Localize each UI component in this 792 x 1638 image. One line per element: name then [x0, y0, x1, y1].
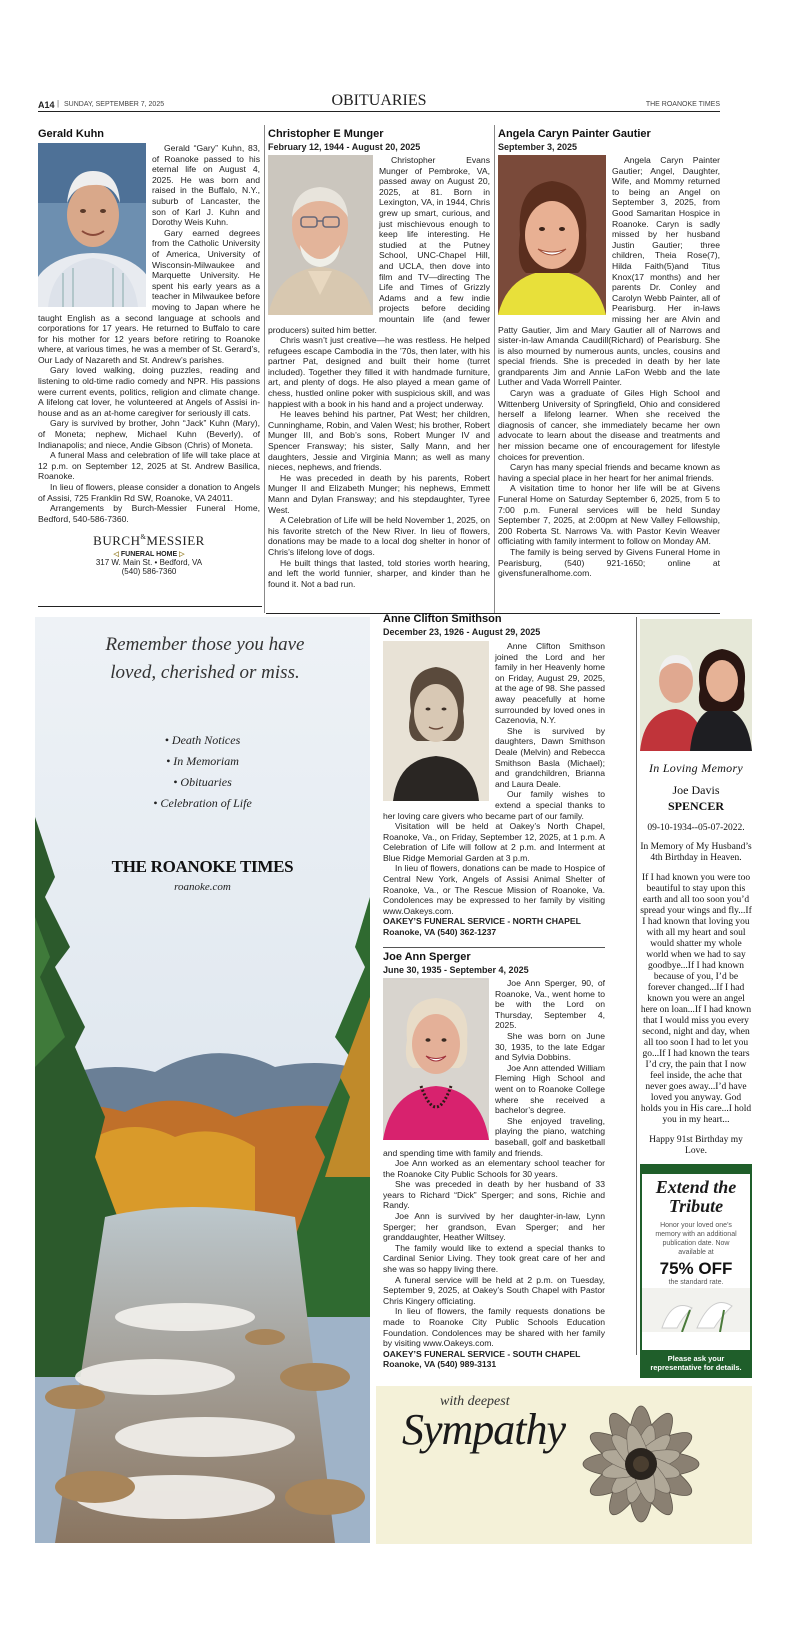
tribute-title: Extend the Tribute — [655, 1177, 737, 1216]
funeral-home-phone: Roanoke, VA (540) 362-1237 — [383, 927, 497, 938]
obit-paragraph: Anne Clifton Smithson joined the Lord and her family in her Heavenly home on Friday, August 29, 2025, at the age of 98. She passed away peacefully at home surrounded by loved ones in Cazenovia, N.Y. — [495, 641, 605, 726]
ad-top-band — [642, 1166, 750, 1174]
tribute-offer: 75% OFF — [659, 1259, 733, 1278]
funeral-home-name: OAKEY’S FUNERAL SERVICE - NORTH CHAPEL — [383, 916, 581, 927]
ad-service-item: • In Memoriam — [166, 754, 239, 768]
ad-service-item: • Celebration of Life — [153, 796, 252, 810]
obituary-dates: December 23, 1926 - August 29, 2025 — [383, 627, 541, 637]
obit-paragraph: Arrangements by Burch-Messier Funeral Home, Bedford, 540-586-7360. — [38, 503, 260, 524]
obit-paragraph: Gary loved walking, doing puzzles, reading and listening to old-time radio comedy and NPR. His passions were current events, politics, religion and climate change. A lifelong cat lover, he volunteered at Angels of Assisi in-house and as an at-home caregiver for seriously ill cats. — [38, 365, 260, 418]
logo-funeral-home: FUNERAL HOME — [120, 551, 178, 559]
logo-flourish-right: ▷ — [179, 551, 185, 559]
ad-service-list — [35, 730, 370, 814]
logo-flourish-left: ◁ — [113, 551, 119, 559]
obit-paragraph: She was born on June 30, 1935, to the late Edgar and Sylvia Dobbins. — [495, 1030, 605, 1063]
memoriam-dates: 09-10-1934--05-07-2022. — [647, 823, 745, 833]
tribute-body: Honor your loved one’s memory with an additional publication date. Now available at — [655, 1222, 737, 1256]
column-divider — [264, 125, 265, 613]
header-rule — [38, 111, 720, 112]
portrait-photo — [498, 155, 606, 315]
memoriam-last-name: SPENCER — [667, 799, 724, 813]
memoriam-spencer — [640, 619, 752, 1176]
logo-phone: (540) 586-7360 — [121, 567, 177, 577]
obituary-christopher-munger — [268, 128, 490, 589]
obit-paragraph: The family would like to extend a special thanks to Cardinal Senior Living. They took great care of her and she was so happy living there. — [383, 1242, 605, 1275]
obit-paragraph: Gary is survived by brother, John “Jack” Kuhn (Mary), of Moneta; nephew, Michael Kuhn (Beverly), of Indianapolis; and niece, Andie Gibson (Chris) of Moneta. — [38, 418, 260, 450]
lily-flowers-image — [642, 1288, 750, 1332]
page-number: A14 — [38, 100, 55, 110]
logo-ampersand: & — [140, 533, 147, 542]
obit-paragraph: Gerald “Gary” Kuhn, 83, of Roanoke passed to his eternal life on August 4, 2025. He was born and raised in the Buffalo, N.Y., suburb of Lancaster, the son of Karl J. Kuhn and Dorothy Weis Kuhn. — [152, 143, 260, 228]
obituary-anne-smithson — [383, 613, 605, 938]
obit-paragraph: Joe Ann attended William Fleming High School and went on to Roanoke College where she received a bachelor’s degree. — [495, 1062, 605, 1116]
ad-url: roanoke.com — [174, 881, 231, 893]
obituary-name: Christopher E Munger — [268, 128, 384, 140]
obit-paragraph: She is survived by daughters, Dawn Smithson Deale (Melvin) and Rebecca Smithson Basla (Michael); and grandchildren, Brianna and Laura Deale. — [495, 725, 605, 789]
obit-paragraph: A funeral Mass and celebration of life will take place at 12 p.m. on September 12, 2025 at St. Andrew Basilica, Roanoke. — [38, 450, 260, 482]
memoriam-first-name: Joe Davis — [672, 783, 720, 797]
obituary-dates: June 30, 1935 - September 4, 2025 — [383, 965, 529, 975]
column-divider — [494, 125, 495, 613]
remember-ad — [35, 617, 370, 1543]
ad-brand: THE ROANOKE TIMES — [111, 857, 294, 876]
obituary-joe-ann-sperger — [383, 951, 605, 1370]
obituary-name: Anne Clifton Smithson — [383, 613, 502, 625]
obit-paragraph: A visitation time to honor her life will be at Givens Funeral Home on Saturday September 6, 2025, from 5 to 7:00 p.m. Funeral services will be held Sunday September 7, 2025, at 2:00pm at New Valley Fellowship, 200 Roberta St. Narrows Va. with Pastor Kevin Weaver officiating with family interment to follow on Monday AM. — [498, 483, 720, 547]
section-rule — [38, 606, 262, 607]
sympathy-big: Sympathy — [402, 1405, 566, 1454]
obit-paragraph: Caryn was a graduate of Giles High School and Wittenberg University of Springfield, Ohio and considered herself a lifelong learner. When she received the diagnosis of cancer, she immediately became her own advocate to learn about the disease and treatments and her mission became one of encouragement for lifestyle choices for prevention. — [498, 388, 720, 462]
page-header — [38, 92, 720, 110]
obituary-name: Gerald Kuhn — [38, 128, 105, 140]
couple-photo — [640, 619, 752, 751]
obit-paragraph: Chris wasn’t just creative—he was restless. He helped refugees escape Cambodia in the ’70s, then later, with his partner Pat, designed and built their home (turret included). Together they filled it with handmade furniture, art, and plenty of dogs. He also played a mean game of chess, hustled online poker with suspicious skill, and was happiest with a book in his hand and a project underway. — [268, 335, 490, 409]
obit-paragraph: Angela Caryn Painter Gautier; Angel, Daughter, Wife, and Mommy returned to being an Angel on September 3, 2025, from Good Samaritan Hospice in Roanoke. Caryn is sadly missed by her husband Justin Gautier; three children, Theia Rose(7), Hilda Faith(5)and Titus Knox(17 months) and her parents Dr. Conley and Carolyn Webb Painter, all of Pearisburg. Her in-laws missing her are Alvin and Patty Gautier, Jim and Mary Gautier all of Narrows and sister-in-law Amanda Caudill(Richard) of Pearisburg. She is also mourned by numerous aunts, uncles, cousins and special friends. She is preceded in death by her late grandparents Jim and Annie LaFon Webb and the late Luther and Vada Worrell Painter. — [498, 155, 720, 388]
obituary-dates: February 12, 1944 - August 20, 2025 — [268, 142, 421, 152]
funeral-home-name: OAKEY’S FUNERAL SERVICE - SOUTH CHAPEL — [383, 1348, 581, 1359]
funeral-home-phone: Roanoke, VA (540) 989-3131 — [383, 1359, 497, 1370]
logo-address: 317 W. Main St. • Bedford, VA — [95, 558, 203, 568]
obit-paragraph: He was preceded in death by his parents, Robert Munger II and Elizabeth Munger; his nephews, Emmett Mann and Dylan Fransway; and his stepdaughter, Tyree West. — [268, 472, 490, 515]
obit-paragraph: Christopher Evans Munger of Pembroke, VA, passed away on August 20, 2025, at 81. Born in Lexington, VA, in 1944, Chris grew up smart, curious, and just mischievous enough to keep life interesting. He studied at the Putney School, UNC-Chapel Hill, and UCLA, then dove into film and TV—directing The Life and Times of Grizzly Adams and a few indie projects before deciding mountain life (and fewer producers) suited him better. — [268, 155, 490, 335]
obit-paragraph: She was preceded in death by her husband of 33 years to Richard “Dick” Sperger; and sons, Richie and Randy. — [383, 1179, 605, 1211]
extend-tribute-ad — [640, 1164, 752, 1378]
obit-paragraph: Caryn has many special friends and became known as having a special place in her heart for her animal friends. — [498, 462, 720, 483]
obit-paragraph: In lieu of flowers, donations can be made to Hospice of Central New York, Angels of Assisi Animal Shelter of Roanoke, Va., or The Rescue Mission of Roanoke, Va. Condolences may be expressed to her family by visiting www.Oakeys.com. — [383, 863, 605, 916]
obit-paragraph: A Celebration of Life will be held November 1, 2025, on his favorite stretch of the New River. In lieu of flowers, donations may be made to a local dog shelter in honor of Chris’s lifelong love of dogs. — [268, 515, 490, 557]
column-divider — [636, 617, 637, 1355]
obit-paragraph: He leaves behind his partner, Pat West; her children, Cunninghame, Robin, and Valen West; his brother, Robert Munger III, and Bob’s sons, Robert Munger IV and Spencer Fransway; his sister, Sally Mann, and her daughters, Jessie and Virginia Mann; as well as many nieces, nephews, and friends. — [268, 409, 490, 473]
tribute-rate: the standard rate. — [668, 1279, 724, 1286]
obit-paragraph: Gary earned degrees from the Catholic University of America, University of Wisconsin-Milwaukee and Marquette University. He spent his early years as a teacher in Milwaukee before moving to Japan where he taught English as a second language at schools and corporations for 17 years. He returned to Buffalo to care for his mother for 12 years before retiring to Roanoke where, at various times, he was a member of St. Gerard’s, Our Lady of Nazareth and St. Andrew’s parishes. — [38, 227, 260, 365]
obit-paragraph: The family is being served by Givens Funeral Home in Pearisburg, (540) 921-1650; online at givensfuneralhome.com. — [498, 546, 720, 579]
portrait-photo — [383, 641, 489, 801]
memoriam-birthday: Happy 91st Birthday my Love. — [649, 1135, 743, 1156]
section-title: OBITUARIES — [331, 92, 427, 109]
obit-paragraph: Joe Ann Sperger, 90, of Roanoke, Va., went home to be with the Lord on Thursday, September 4, 2025. — [495, 978, 605, 1031]
portrait-photo — [268, 155, 373, 315]
section-rule — [383, 947, 605, 948]
obituary-name: Angela Caryn Painter Gautier — [498, 128, 651, 140]
portrait-photo — [383, 978, 489, 1140]
issue-date: SUNDAY, SEPTEMBER 7, 2025 — [64, 101, 165, 108]
obit-paragraph: Visitation will be held at Oakey’s North Chapel, Roanoke, Va., on Friday, September 12, 2025, at 1 p.m. A Celebration of Life will follow at 2 p.m. and Interment at Blue Ridge Memorial Garden at 3 p.m. — [383, 821, 605, 863]
obituary-dates: September 3, 2025 — [498, 142, 578, 152]
burch-messier-logo — [38, 533, 260, 576]
ad-service-item: • Death Notices — [164, 733, 241, 747]
ad-headline: Remember those you have loved, cherished or miss. — [105, 634, 305, 683]
obit-paragraph: In lieu of flowers, the family requests donations be made to Roanoke City Public Schools Education Foundation. Condolences may be shared with her family by visiting www.Oakeys.com. — [383, 1306, 605, 1349]
tribute-cta: Please ask your representative for details. — [642, 1350, 750, 1376]
header-separator: | — [57, 99, 60, 108]
paper-name: THE ROANOKE TIMES — [645, 101, 720, 108]
ad-service-item: • Obituaries — [173, 775, 232, 789]
obituary-angela-gautier — [498, 128, 720, 579]
obituary-gerald-kuhn — [38, 128, 260, 576]
flower-image — [576, 1394, 706, 1534]
obit-paragraph: Joe Ann is survived by her daughter-in-law, Lynn Sperger; her grandson, Evan Sperger; and her granddaughter, Heather Wiltsey. — [383, 1211, 605, 1243]
logo-messier: MESSIER — [146, 533, 205, 549]
sympathy-small: with deepest — [440, 1394, 510, 1409]
portrait-photo — [38, 143, 146, 307]
memoriam-script: In Loving Memory — [648, 761, 744, 775]
obituary-name: Joe Ann Sperger — [383, 951, 471, 963]
obit-paragraph: A funeral service will be held at 2 p.m. on Tuesday, September 9, 2025, at Oakey’s South Chapel with Pastor Chris Kingery officiating. — [383, 1274, 605, 1306]
sympathy-ad — [376, 1386, 752, 1544]
memoriam-poem: If I had known you were too beautiful to stay upon this earth and all too soon you’d spread your wings and fly...If I had known that loving you with all my heart and soul would shatter my whole world when we had to say goodbye...If I had known because of you, I’d be forever changed...If I had known you were an angel here on loan...If I had known that I would miss you every second, night and day, when all too soon I had to let you go...If I had known the tears I’d cry, the pain that I now feel inside, the ache that never goes away...I’d have loved you anyway. God holds you in His care...I hold you in my heart... — [640, 873, 752, 1125]
obit-paragraph: In lieu of flowers, please consider a donation to Angels of Assisi, 725 Franklin Rd SW, Roanoke, VA 24011. — [38, 482, 260, 503]
obit-paragraph: Joe Ann worked as an elementary school teacher for the Roanoke City Public Schools for 30 years. — [383, 1158, 605, 1179]
logo-burch: BURCH — [93, 533, 141, 549]
memoriam-intro: In Memory of My Husband’s 4th Birthday in Heaven. — [640, 842, 752, 863]
obit-paragraph: Our family wishes to extend a special thanks to her loving care givers who became part of our family. — [383, 789, 605, 821]
obit-paragraph: He built things that lasted, told stories worth hearing, and left the world funnier, sharper, and kinder than he found it. Not a bad run. — [268, 557, 490, 589]
obit-paragraph: She enjoyed traveling, playing the piano, watching baseball, golf and basketball and spending time with family and friends. — [383, 1115, 605, 1158]
